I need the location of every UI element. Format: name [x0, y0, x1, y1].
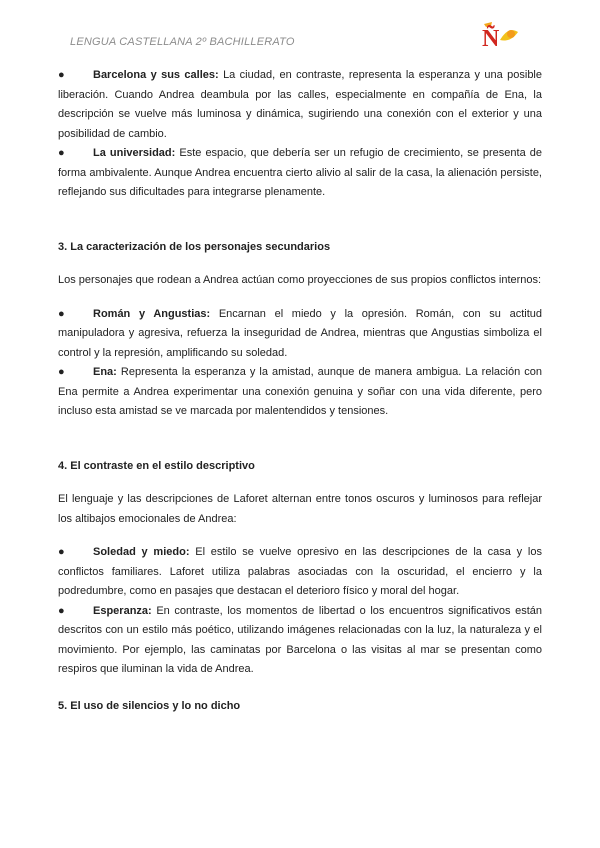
section-intro: Los personajes que rodean a Andrea actúan como proyecciones de sus propios conflictos internos: — [58, 274, 542, 286]
list-item — [58, 363, 542, 422]
list-item-text: El estilo se vuelve opresivo en las descripciones de la casa y los conflictos familiares. Laforet utiliza palabras asociadas con la oscuridad, el encierro y la podredumbre, como en pasajes que destacan el deterioro físico y moral del hogar. — [58, 546, 542, 597]
list-item-text: Representa la esperanza y la amistad, aunque de manera ambigua. La relación con Ena permite a Andrea experimentar una conexión genuina y soñar con una vida diferente, pero incluso esta amistad se ve marcada por malentendidos y tensiones. — [58, 366, 542, 417]
header-title: LENGUA CASTELLANA 2º BACHILLERATO — [70, 36, 295, 48]
list-item-text: Encarnan el miedo y la opresión. Román, con su actitud manipuladora y agresiva, refuerza la inseguridad de Andrea, mientras que Angustias simboliza el control y la represión, amplificando su soledad. — [58, 307, 542, 359]
section-heading: 4. El contraste en el estilo descriptivo — [58, 459, 255, 472]
section-heading: 5. El uso de silencios y lo no dicho — [58, 699, 241, 712]
list-item-text: La ciudad, en contraste, representa la esperanza y una posible liberación. Cuando Andrea deambula por las calles, especialmente en compañía de Ena, la descripción se vuelve más luminosa y dinámica, sugiriendo una conexión con el exterior y una posibilidad de cambio. — [58, 69, 542, 140]
list-item-term: La universidad: — [93, 147, 176, 159]
document-body — [58, 66, 542, 716]
list-item — [58, 305, 542, 364]
list-item-term: Ena: — [93, 366, 117, 378]
bullet-icon: ● — [58, 604, 65, 617]
bullet-icon: ● — [58, 69, 65, 81]
list-item-term: Román y Angustias: — [93, 307, 211, 320]
list-item — [58, 543, 542, 602]
list-item — [58, 66, 542, 144]
list-item-term: Soledad y miedo: — [93, 546, 190, 558]
bullet-icon: ● — [58, 546, 65, 558]
list-item-term: Barcelona y sus calles: — [93, 69, 219, 81]
bullet-icon: ● — [58, 307, 65, 320]
section-intro: El lenguaje y las descripciones de Laforet alternan entre tonos oscuros y luminosos para reflejar los altibajos emocionales de Andrea: — [58, 493, 542, 525]
list-item — [58, 602, 542, 680]
list-item — [58, 144, 542, 203]
bullet-icon: ● — [58, 147, 65, 159]
list-item-text: En contraste, los momentos de libertad o los encuentros significativos están descritos con un estilo más poético, utilizando imágenes relacionadas con la luz, la naturaleza y el movimiento. Por ejemplo, las caminatas por Barcelona o las visitas al mar se presentan como respiros que iluminan la vida de Andrea. — [58, 604, 543, 675]
list-item-text: Este espacio, que debería ser un refugio de crecimiento, se presenta de forma ambivalente. Aunque Andrea encuentra cierto alivio al salir de la casa, la alienación persiste, reflejando sus dificultades para integrarse plenamente. — [58, 147, 543, 198]
list-item-term: Esperanza: — [93, 604, 152, 617]
section-heading: 3. La caracterización de los personajes secundarios — [58, 240, 331, 253]
svg-text:Ñ: Ñ — [482, 26, 500, 50]
bullet-icon: ● — [58, 366, 65, 378]
school-logo — [478, 20, 520, 50]
